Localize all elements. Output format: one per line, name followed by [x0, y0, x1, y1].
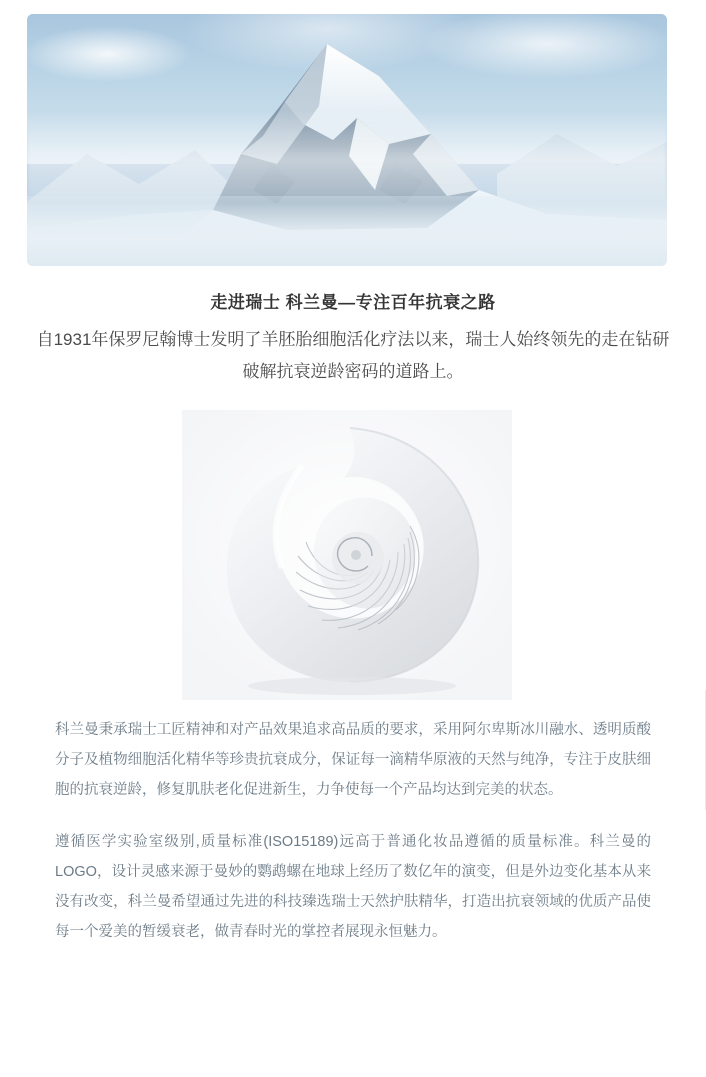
- lede-paragraph: 自1931年保罗尼翰博士发明了羊胚胎细胞活化疗法以来，瑞士人始终领先的走在钻研破解抗衰逆龄密码的道路上。: [36, 330, 670, 381]
- snow-foreground: [27, 196, 667, 266]
- cloud-haze: [27, 110, 667, 200]
- nautilus-shell-image: [27, 410, 667, 700]
- page-title: 走进瑞士 科兰曼—专注百年抗衰之路: [210, 293, 496, 312]
- nautilus-shell-illustration: [182, 410, 512, 700]
- paragraph-2: 遵循医学实验室级别,质量标准(ISO15189)远高于普通化妆品遵循的质量标准。科兰曼的LOGO，设计灵感来源于曼妙的鹦鹉螺在地球上经历了数亿年的演变，但是外边变化基本从来没有改变，科兰曼希望通过先进的科技臻选瑞士天然护肤精华，打造出抗衰领域的优质产品使每一个爱美的暂缓衰老，做青春时光的掌控者展现永恒魅力。: [55, 834, 651, 940]
- hero-mountain-image: [27, 14, 667, 266]
- paragraph-1: 科兰曼秉承瑞士工匠精神和对产品效果追求高品质的要求，采用阿尔卑斯冰川融水、透明质酸分子及植物细胞活化精华等珍贵抗衰成分，保证每一滴精华原液的天然与纯净，专注于皮肤细胞的抗衰逆龄，修复肌肤老化促进新生，力争使每一个产品均达到完美的状态。: [55, 722, 651, 798]
- body-copy: [55, 715, 651, 947]
